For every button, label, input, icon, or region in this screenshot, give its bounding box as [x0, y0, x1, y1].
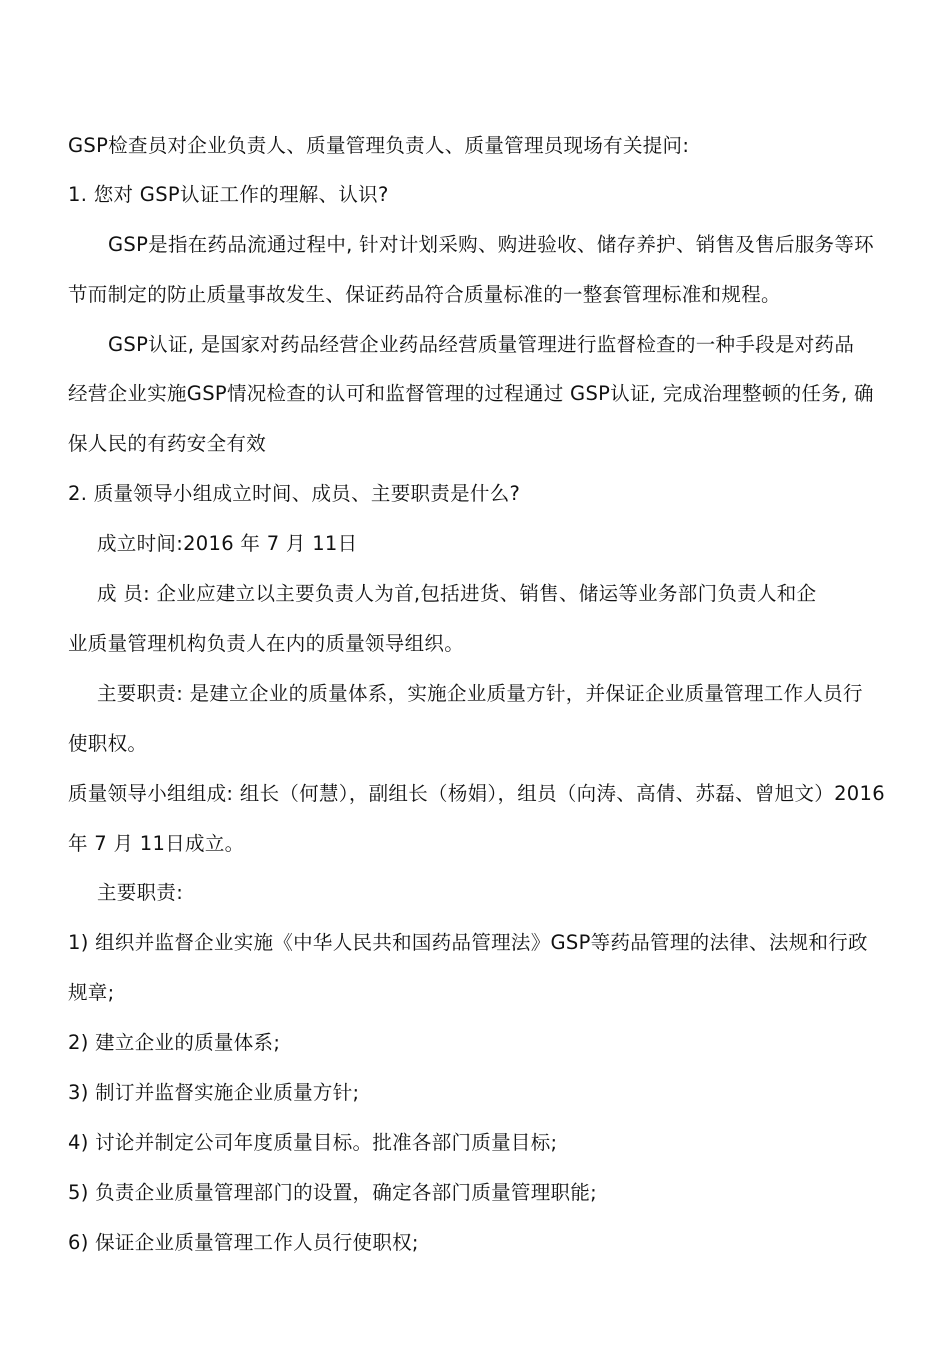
duty-item-6: 6) 保证企业质量管理工作人员行使职权;: [68, 1231, 419, 1254]
duties-line-1: 主要职责: 是建立企业的质量体系，实施企业质量方针，并保证企业质量管理工作人员行: [97, 682, 863, 705]
answer-1-para-1-line-1: GSP是指在药品流通过程中, 针对计划采购、购进验收、储存养护、销售及售后服务等环: [108, 233, 874, 256]
doc-title-line: GSP检查员对企业负责人、质量管理负责人、质量管理员现场有关提问:: [68, 134, 690, 157]
main-duties-heading: 主要职责:: [97, 881, 184, 904]
answer-1-para-1-line-2: 节而制定的防止质量事故发生、保证药品符合质量标准的一整套管理标准和规程。: [68, 283, 781, 306]
duty-item-2: 2) 建立企业的质量体系;: [68, 1031, 281, 1054]
composition-line-2: 年 7 月 11日成立。: [68, 832, 245, 855]
duty-item-1-line-1: 1) 组织并监督企业实施《中华人民共和国药品管理法》GSP等药品管理的法律、法规和行政: [68, 931, 868, 954]
members-line-1: 成 员: 企业应建立以主要负责人为首,包括进货、销售、储运等业务部门负责人和企: [97, 582, 817, 605]
composition-line-1: 质量领导小组组成: 组长（何慧），副组长（杨娟），组员（向涛、高倩、苏磊、曾旭文）2016: [68, 782, 885, 805]
members-line-2: 业质量管理机构负责人在内的质量领导组织。: [68, 632, 465, 655]
duty-item-5: 5) 负责企业质量管理部门的设置，确定各部门质量管理职能;: [68, 1181, 597, 1204]
answer-1-para-2-line-1: GSP认证, 是国家对药品经营企业药品经营质量管理进行监督检查的一种手段是对药品: [108, 333, 855, 356]
duty-item-4: 4) 讨论并制定公司年度质量目标。批准各部门质量目标;: [68, 1131, 558, 1154]
duties-line-2: 使职权。: [68, 732, 148, 755]
established-date-line: 成立时间:2016 年 7 月 11日: [97, 532, 358, 555]
question-1: 1. 您对 GSP认证工作的理解、认识?: [68, 183, 389, 206]
answer-1-para-2-line-2: 经营企业实施GSP情况检查的认可和监督管理的过程通过 GSP认证, 完成治理整顿的任务, 确: [68, 382, 874, 405]
question-2: 2. 质量领导小组成立时间、成员、主要职责是什么?: [68, 482, 521, 505]
duty-item-3: 3) 制订并监督实施企业质量方针;: [68, 1081, 360, 1104]
answer-1-para-2-line-3: 保人民的有药安全有效: [68, 432, 267, 455]
duty-item-1-line-2: 规章;: [68, 981, 115, 1004]
